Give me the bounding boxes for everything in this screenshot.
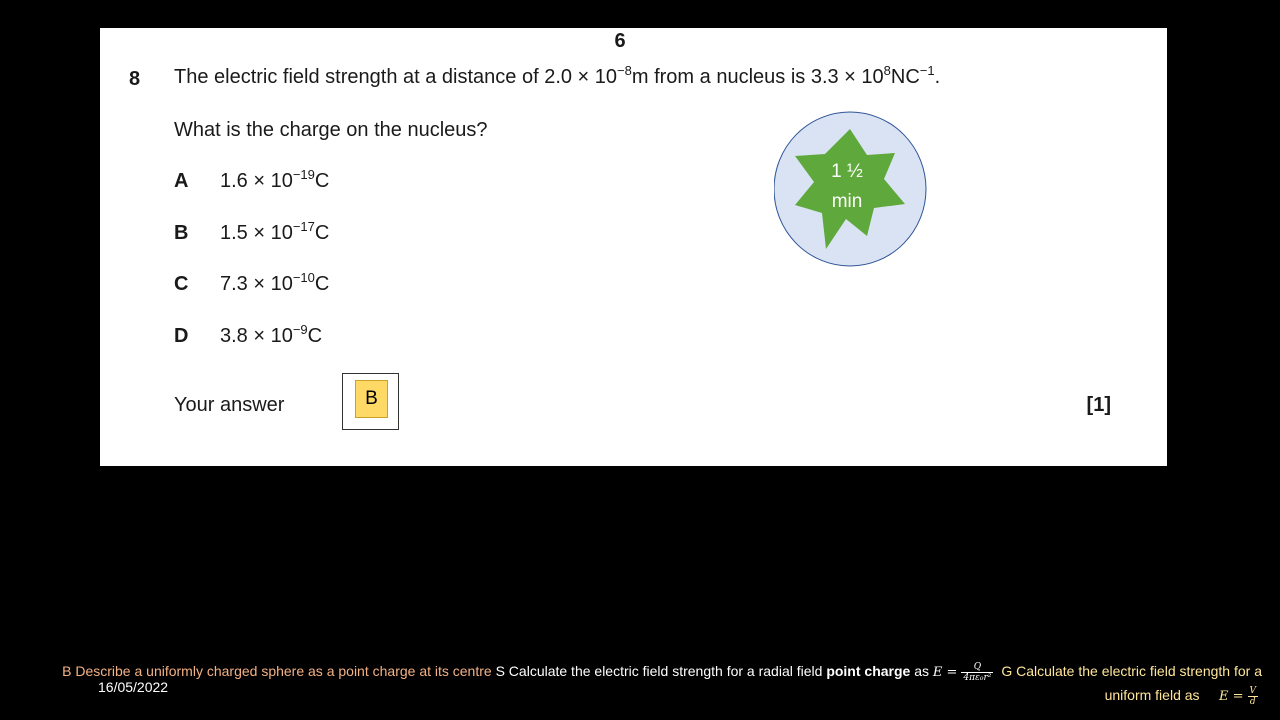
slide-date: 16/05/2022 [98,679,169,695]
stem-middle: m from a nucleus is 3.3 × 10 [631,66,884,88]
option-exponent: −10 [292,270,315,285]
timer-badge [774,111,928,267]
option-value: 1.5 × 10 [220,222,293,244]
option-unit: C [307,325,323,347]
mark-allocation: [1] [1086,394,1111,416]
uniform-field-formula-fraction [1248,686,1259,707]
option-unit: C [314,222,330,244]
question-number: 8 [129,68,141,90]
timer-unit: min [831,191,863,212]
silver-objective [495,662,1002,683]
formula-denominator: 4πε₀r² [963,673,992,683]
answer-box[interactable] [342,373,399,430]
page-number: 6 [614,30,626,52]
gold-objective-continued: uniform field as [1104,687,1200,704]
radial-field-formula-fraction [961,662,993,683]
stem-exponent-distance: −8 [617,63,632,78]
formula-numerator: V [1249,686,1256,696]
stem-exponent-field: 8 [883,63,891,78]
radial-field-formula-lhs: E = [932,665,958,681]
option-a[interactable] [174,167,330,193]
answer-label: Your answer [174,394,285,416]
option-d[interactable] [174,322,323,348]
option-b[interactable] [174,219,330,245]
stem-prefix: The electric field strength at a distance of 2.0 × 10 [174,66,618,88]
timer-duration: 1 ½ [831,161,863,182]
option-exponent: −17 [292,219,315,234]
option-value: 3.8 × 10 [220,325,293,347]
gold-objective: G Calculate the electric field strength for a [1001,663,1262,680]
stem-end: . [934,66,941,88]
formula-denominator: d [1249,697,1256,707]
uniform-field-formula-lhs: E = [1218,689,1244,705]
silver-objective-bold: point charge [826,663,911,680]
stem-exponent-unit: −1 [919,63,935,78]
objectives-line-1 [62,662,1262,683]
option-exponent: −9 [292,322,308,337]
silver-objective-as: as [914,663,930,680]
option-letter: D [174,325,189,347]
option-letter: B [174,222,189,244]
objectives-line-2 [1105,686,1262,707]
option-unit: C [314,273,330,295]
question-stem [174,63,941,89]
revealed-answer[interactable]: B [355,380,388,418]
stem-unit: NC [890,66,920,88]
option-value: 1.6 × 10 [220,170,293,192]
question-prompt: What is the charge on the nucleus? [174,119,488,141]
learning-objectives-footer [0,656,1280,720]
formula-numerator: Q [961,662,993,673]
option-letter: A [174,170,189,192]
option-value: 7.3 × 10 [220,273,293,295]
silver-objective-text: S Calculate the electric field strength for a radial field [495,663,823,680]
option-letter: C [174,273,189,295]
option-exponent: −19 [292,167,315,182]
exam-question-panel [100,28,1167,466]
option-c[interactable] [174,270,330,296]
option-unit: C [314,170,330,192]
bronze-objective: B Describe a uniformly charged sphere as a point charge at its centre [62,663,492,680]
